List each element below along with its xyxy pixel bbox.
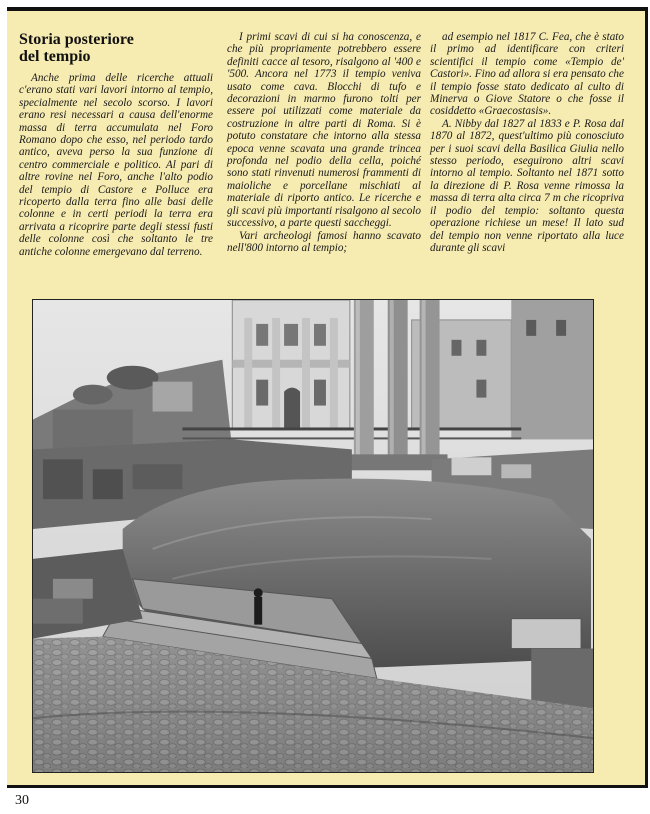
heading-line-1: Storia posteriore <box>19 31 134 48</box>
text-column-2 <box>227 31 421 254</box>
paragraph: Anche prima delle ricerche attuali c'erano stati vari lavori intorno al tempio, specialmente nel secolo scorso. I lavori erano resi necessari a causa dell'enorme massa di terra accumulata nel Foro Romano dopo che esso, nel periodo tardo antico, aveva perso la sua funzione di centro commerciale e politico. Al pari di altre rovine nel Foro, anche l'alto podio del tempio di Castore e Polluce era ricoperto dalla terra fino alle basi delle colonne e in certi periodi la terra era arrivata a ricoprire parte degli stessi fusti delle colonne così che soltanto le tre antiche colonne emergevano dal terreno. <box>19 72 213 258</box>
section-heading <box>19 31 213 65</box>
paragraph: ad esempio nel 1817 C. Fea, che è stato il primo ad identificare con criteri scientifici il tempio come «Tempio de' Castori». Fino ad allora si era pensato che il tempio fosse stato dedicato al culto di Minerva o Giove Statore o che fosse il cosiddetto «Graecostasis». <box>430 31 624 118</box>
temple-photograph <box>32 299 594 773</box>
photo-illustration <box>33 300 593 772</box>
text-column-3 <box>430 31 624 254</box>
heading-line-2: del tempio <box>19 48 91 65</box>
paragraph: Vari archeologi famosi hanno scavato nell'800 intorno al tempio; <box>227 229 421 254</box>
paragraph: I primi scavi di cui si ha conoscenza, e che più propriamente potrebbero essere definiti cacce al tesoro, risalgono al '400 e '500. Ancora nel 1773 il tempio veniva usato come cava. Blocchi di tufo e decorazioni in marmo furono tolti per essere poi utilizzati come materiale da costruzione in altre parti di Roma. Si è potuto constatare che intorno alla stessa epoca venne scavata una grande trincea profonda nel podio della cella, poiché sono stati rinvenuti numerosi frammenti di maioliche e porcellane mischiati al materiale di riporto antico. Le ricerche e gli scavi più importanti risalgono al secolo successivo, a parte questi saccheggi. <box>227 31 421 230</box>
page-frame <box>7 7 648 788</box>
text-column-1 <box>19 31 213 258</box>
paragraph: A. Nibby dal 1827 al 1833 e P. Rosa dal 1870 al 1872, quest'ultimo più conosciuto per i suoi scavi della Basilica Giulia nello stesso periodo, eseguirono altri scavi intorno al tempio. Soltanto nel 1871 sotto la direzione di P. Rosa venne rimossa la massa di terra alta circa 7 m che ricopriva il podio del tempio: soltanto questa operazione richiese un mese! Il lato sud del tempio non venne riportato alla luce durante gli scavi <box>430 117 624 254</box>
page-number: 30 <box>15 793 29 808</box>
